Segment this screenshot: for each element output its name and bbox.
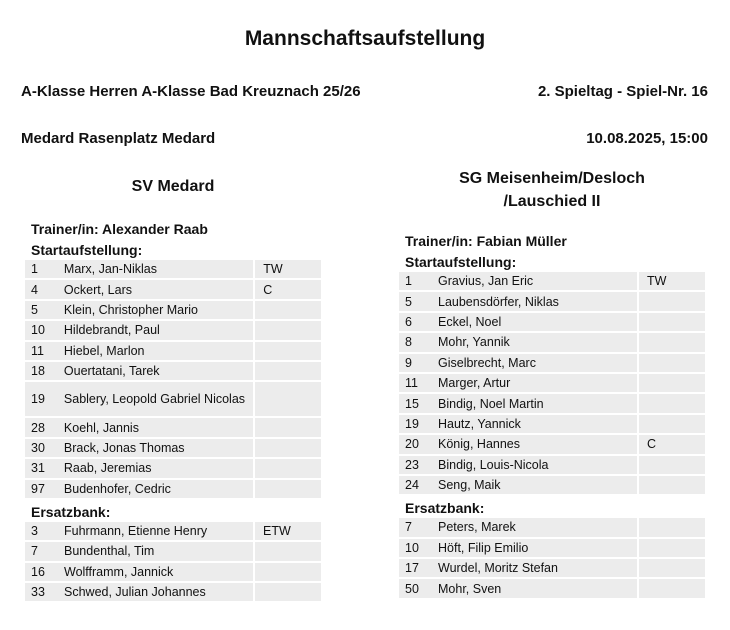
player-role — [255, 382, 321, 416]
player-number: 31 — [25, 459, 60, 477]
player-role — [639, 354, 705, 372]
player-row — [399, 394, 705, 412]
player-number: 3 — [25, 522, 60, 540]
page-title: Mannschaftsaufstellung — [244, 27, 486, 50]
player-number: 10 — [399, 539, 434, 557]
player-name: König, Hannes — [434, 435, 639, 453]
player-name: Klein, Christopher Mario — [60, 301, 255, 319]
player-row — [399, 292, 705, 310]
league-name: A-Klasse Herren A-Klasse Bad Kreuznach 25/26 — [21, 83, 361, 100]
player-role — [255, 563, 321, 581]
player-role: C — [255, 280, 321, 298]
player-name: Ockert, Lars — [60, 280, 255, 298]
player-number: 97 — [25, 480, 60, 498]
player-role — [639, 579, 705, 597]
player-row — [25, 260, 321, 278]
player-name: Bundenthal, Tim — [60, 542, 255, 560]
player-role — [639, 292, 705, 310]
matchday-info: 2. Spieltag - Spiel-Nr. 16 — [537, 83, 708, 100]
player-row — [25, 583, 321, 601]
player-number: 24 — [399, 476, 434, 494]
player-row — [399, 456, 705, 474]
player-number: 4 — [25, 280, 60, 298]
player-role — [255, 480, 321, 498]
away-bench-label: Ersatzbank: — [405, 500, 485, 517]
player-role — [255, 583, 321, 601]
player-row — [399, 374, 705, 392]
player-name: Seng, Maik — [434, 476, 639, 494]
player-row — [25, 522, 321, 540]
player-role: TW — [639, 272, 705, 290]
player-name: Raab, Jeremias — [60, 459, 255, 477]
player-number: 28 — [25, 418, 60, 436]
player-number: 16 — [25, 563, 60, 581]
player-row — [25, 563, 321, 581]
player-name: Bindig, Louis-Nicola — [434, 456, 639, 474]
player-row — [399, 354, 705, 372]
player-role — [255, 301, 321, 319]
player-row — [25, 321, 321, 339]
player-number: 11 — [25, 342, 60, 360]
player-number: 7 — [25, 542, 60, 560]
venue: Medard Rasenplatz Medard — [21, 130, 216, 147]
player-row — [25, 382, 321, 416]
home-team-section — [25, 175, 321, 603]
home-starting-table — [25, 258, 321, 500]
player-role — [255, 459, 321, 477]
home-bench-table — [25, 520, 321, 604]
player-number: 5 — [25, 301, 60, 319]
player-role — [639, 539, 705, 557]
player-number: 50 — [399, 579, 434, 597]
away-team-name-line2: /Lauschied II — [503, 193, 601, 210]
home-team-name-line1: SV Medard — [131, 178, 215, 195]
player-row — [25, 459, 321, 477]
player-number: 1 — [399, 272, 434, 290]
player-name: Laubensdörfer, Niklas — [434, 292, 639, 310]
player-row — [25, 480, 321, 498]
away-team-name — [399, 167, 705, 213]
player-name: Hildebrandt, Paul — [60, 321, 255, 339]
player-number: 17 — [399, 559, 434, 577]
home-team-name — [25, 175, 321, 198]
player-number: 10 — [25, 321, 60, 339]
player-row — [399, 539, 705, 557]
player-name: Schwed, Julian Johannes — [60, 583, 255, 601]
player-number: 9 — [399, 354, 434, 372]
player-name: Wolfframm, Jannick — [60, 563, 255, 581]
player-name: Peters, Marek — [434, 518, 639, 536]
player-name: Marger, Artur — [434, 374, 639, 392]
away-starting-table — [399, 270, 705, 496]
player-role — [639, 374, 705, 392]
player-number: 18 — [25, 362, 60, 380]
away-bench-table — [399, 516, 705, 600]
player-number: 1 — [25, 260, 60, 278]
player-number: 33 — [25, 583, 60, 601]
player-name: Budenhofer, Cedric — [60, 480, 255, 498]
player-name: Sablery, Leopold Gabriel Nicolas — [60, 382, 255, 416]
away-team-section — [399, 167, 705, 600]
player-role — [255, 362, 321, 380]
player-role — [639, 333, 705, 351]
player-row — [399, 518, 705, 536]
player-row — [25, 342, 321, 360]
player-role: C — [639, 435, 705, 453]
home-trainer: Trainer/in: Alexander Raab — [31, 221, 208, 237]
player-role — [639, 559, 705, 577]
player-number: 5 — [399, 292, 434, 310]
player-number: 6 — [399, 313, 434, 331]
player-role — [639, 394, 705, 412]
player-number: 20 — [399, 435, 434, 453]
player-role — [255, 418, 321, 436]
player-number: 19 — [399, 415, 434, 433]
player-name: Wurdel, Moritz Stefan — [434, 559, 639, 577]
player-row — [25, 418, 321, 436]
player-role — [255, 321, 321, 339]
player-row — [399, 435, 705, 453]
home-starting-label: Startaufstellung: — [31, 242, 143, 258]
player-number: 23 — [399, 456, 434, 474]
player-role: ETW — [255, 522, 321, 540]
player-role — [639, 518, 705, 536]
player-number: 19 — [25, 382, 60, 416]
player-row — [399, 559, 705, 577]
player-role — [639, 456, 705, 474]
player-role — [639, 313, 705, 331]
player-row — [399, 415, 705, 433]
player-number: 15 — [399, 394, 434, 412]
match-datetime: 10.08.2025, 15:00 — [586, 130, 708, 147]
player-name: Koehl, Jannis — [60, 418, 255, 436]
player-role — [255, 439, 321, 457]
player-number: 30 — [25, 439, 60, 457]
player-name: Hiebel, Marlon — [60, 342, 255, 360]
away-trainer: Trainer/in: Fabian Müller — [405, 233, 567, 249]
player-number: 7 — [399, 518, 434, 536]
player-role — [639, 415, 705, 433]
player-role — [639, 476, 705, 494]
player-number: 11 — [399, 374, 434, 392]
player-row — [399, 476, 705, 494]
player-name: Bindig, Noel Martin — [434, 394, 639, 412]
player-row — [399, 313, 705, 331]
player-name: Marx, Jan-Niklas — [60, 260, 255, 278]
player-name: Fuhrmann, Etienne Henry — [60, 522, 255, 540]
player-name: Hautz, Yannick — [434, 415, 639, 433]
home-bench-label: Ersatzbank: — [31, 503, 111, 520]
player-name: Ouertatani, Tarek — [60, 362, 255, 380]
player-row — [399, 272, 705, 290]
player-name: Mohr, Sven — [434, 579, 639, 597]
player-name: Höft, Filip Emilio — [434, 539, 639, 557]
player-name: Eckel, Noel — [434, 313, 639, 331]
player-role — [255, 542, 321, 560]
player-name: Mohr, Yannik — [434, 333, 639, 351]
away-team-name-line1: SG Meisenheim/Desloch — [459, 170, 645, 187]
player-row — [25, 542, 321, 560]
player-name: Brack, Jonas Thomas — [60, 439, 255, 457]
player-row — [25, 362, 321, 380]
player-row — [25, 301, 321, 319]
player-role — [255, 342, 321, 360]
player-role: TW — [255, 260, 321, 278]
player-row — [25, 280, 321, 298]
player-name: Giselbrecht, Marc — [434, 354, 639, 372]
player-row — [399, 333, 705, 351]
away-starting-label: Startaufstellung: — [405, 254, 517, 270]
player-row — [399, 579, 705, 597]
player-row — [25, 439, 321, 457]
player-name: Gravius, Jan Eric — [434, 272, 639, 290]
player-number: 8 — [399, 333, 434, 351]
